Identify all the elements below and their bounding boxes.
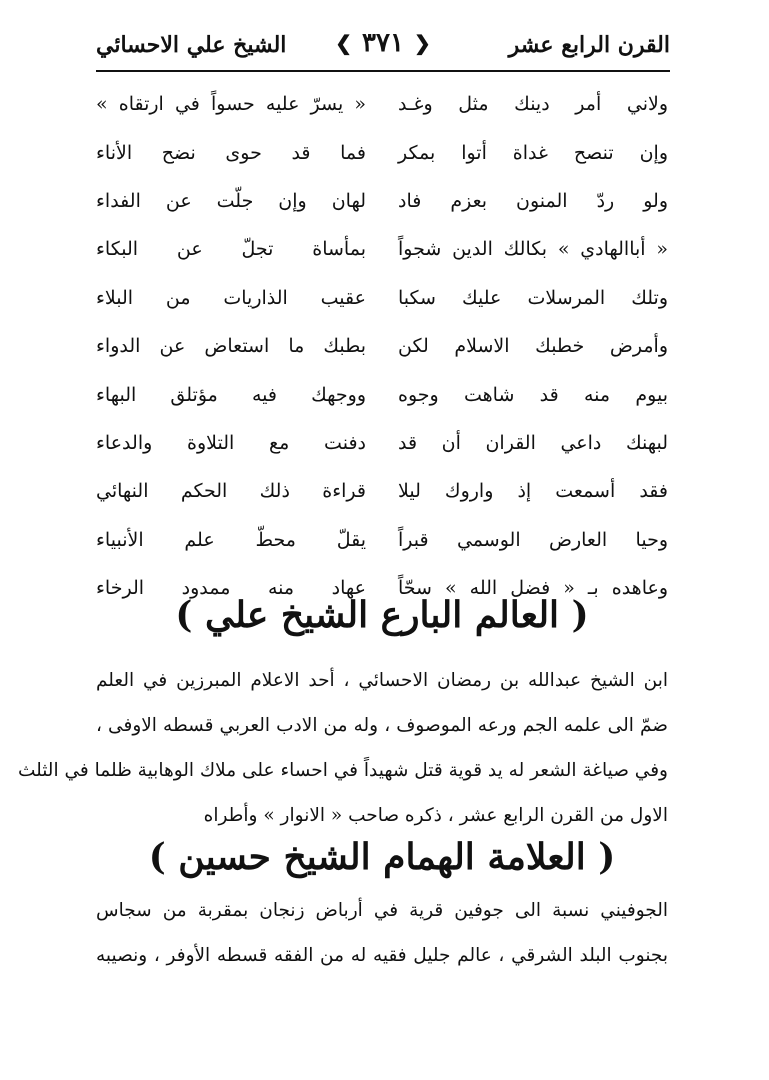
hemistich-first: وعاهده بـ « فضل الله » سحّاً: [398, 577, 668, 600]
hemistich-second: عهاد منه ممدود الرخاء: [96, 577, 366, 600]
hemistich-second: فما قد حوى نضح الأناء: [96, 141, 366, 164]
hemistich-first: بيوم منه قد شاهت وجوه: [398, 383, 668, 406]
prose-line: الاول من القرن الرابع عشر ، ذكره صاحب « الانوار » وأطراه: [203, 805, 668, 826]
page-number-block: [335, 28, 430, 58]
section-title-sheikh-hussein: ( العلامة الهمام الشيخ حسين ): [148, 836, 616, 878]
verse: [96, 467, 668, 515]
hemistich-first: فقد أسمعت إذ واروك ليلا: [398, 480, 668, 503]
poem: [96, 80, 668, 612]
biography-sheikh-hussein: [96, 888, 668, 978]
hemistich-first: « أباالهادي » بكالك الدين شجواً: [398, 238, 668, 261]
hemistich-first: ولاني أمر دينك مثل وغـد: [398, 93, 668, 116]
ornament-left-icon: ❮: [335, 31, 353, 55]
hemistich-first: وتلك المرسلات عليك سكبا: [398, 286, 668, 309]
verse: [96, 419, 668, 467]
hemistich-first: وحيا العارض الوسمي قبراً: [398, 528, 668, 551]
verse: [96, 80, 668, 128]
verse: [96, 177, 668, 225]
verse: [96, 274, 668, 322]
page-header: [96, 26, 670, 70]
prose-line: الجوفيني نسبة الى جوفين قرية في أرباض زنجان بمقربة من سجاس: [96, 900, 668, 921]
running-title-right: القرن الرابع عشر: [508, 32, 670, 58]
hemistich-first: وأمرض خطبك الاسلام لكن: [398, 335, 668, 358]
page-number: ٣٧١: [362, 28, 404, 58]
hemistich-second: قراءة ذلك الحكم النهائي: [96, 480, 366, 503]
hemistich-first: ولو ردّ المنون بعزم فاد: [398, 189, 668, 212]
verse: [96, 128, 668, 176]
ornament-right-icon: ❯: [413, 31, 431, 55]
prose-line: وفي صياغة الشعر له يد قوية قتل شهيداً في احساء على ملاك الوهابية ظلما في الثلث: [17, 760, 668, 781]
hemistich-second: بطبك ما استعاض عن الدواء: [96, 335, 366, 358]
prose-line: ضمّ الى علمه الجم ورعه الموصوف ، وله من الادب العربي قسطه الاوفى ،: [96, 715, 668, 736]
prose-line: بجنوب البلد الشرقي ، عالم جليل فقيه له من الفقه قسطه الأوفر ، ونصيبه: [96, 945, 668, 966]
hemistich-second: لهان وإن جلّت عن الفداء: [96, 189, 366, 212]
section-title-sheikh-ali: ( العالم البارع الشيخ علي ): [175, 594, 589, 636]
hemistich-first: لبهنك داعي القران أن قد: [398, 431, 668, 454]
hemistich-second: ووجهك فيه مؤتلق البهاء: [96, 383, 366, 406]
hemistich-second: « يسرّ عليه حسواً في ارتقاه »: [96, 93, 366, 116]
prose-line: ابن الشيخ عبدالله بن رمضان الاحسائي ، أحد الاعلام المبرزين في العلم: [96, 670, 668, 691]
hemistich-second: يقلّ محطّ علم الأنبياء: [96, 528, 366, 551]
biography-sheikh-ali: [17, 658, 668, 838]
verse: [96, 225, 668, 273]
hemistich-second: دفنت مع التلاوة والدعاء: [96, 431, 366, 454]
verse: [96, 322, 668, 370]
header-rule: [96, 70, 670, 72]
running-title-left: الشيخ علي الاحسائي: [96, 32, 287, 58]
verse: [96, 370, 668, 418]
hemistich-second: بمأساة تجلّ عن البكاء: [96, 238, 366, 261]
hemistich-second: عقيب الذاريات من البلاء: [96, 286, 366, 309]
hemistich-first: وإن تنصح غداة أتوا بمكر: [398, 141, 668, 164]
verse: [96, 516, 668, 564]
